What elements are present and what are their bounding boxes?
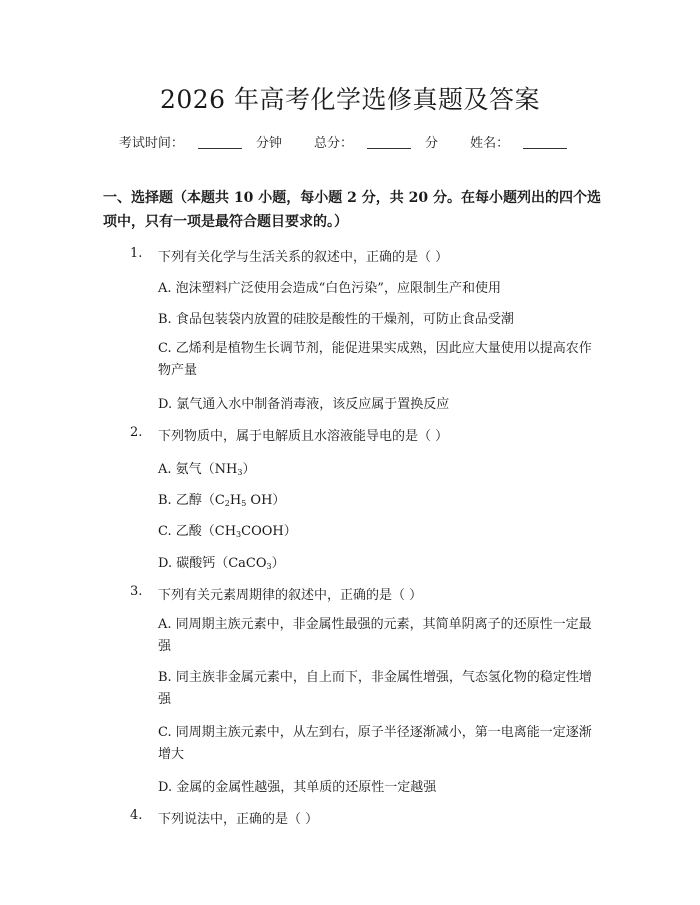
question-stem: 下列物质中，属于电解质且水溶液能导电的是（ ） <box>158 429 449 444</box>
option-c <box>103 722 595 766</box>
subscript: 3 <box>266 562 272 571</box>
question-stem: 下列说法中，正确的是（ ） <box>158 812 319 827</box>
exam-info-line <box>0 132 700 151</box>
option-b <box>103 667 595 711</box>
option-text: H <box>229 493 242 508</box>
total-score-label: 总分： <box>313 136 353 151</box>
option-text: C. 同周期主族元素中，从左到右，原子半径逐渐减小，第一电离能一定逐渐增大 <box>158 725 592 762</box>
section-heading: 一、选择题（本题共 10 小题，每小题 2 分，共 20 分。在每小题列出的四个选项中，只有一项是最符合题目要求的。） <box>103 190 601 230</box>
option-text: D. 碳酸钙（CaCO <box>158 556 267 571</box>
question-stem: 下列有关化学与生活关系的叙述中，正确的是（ ） <box>158 250 449 265</box>
option-text: B. 同主族非金属元素中，自上而下，非金属性增强，气态氢化物的稳定性增强 <box>158 670 592 707</box>
option-text: ） <box>271 556 285 571</box>
subscript: 5 <box>241 499 247 508</box>
exam-time-unit: 分钟 <box>255 136 282 151</box>
question-number: 4. <box>130 808 143 823</box>
option-text: A. 同周期主族元素中，非金属性最强的元素，其简单阴离子的还原性一定最强 <box>158 617 592 654</box>
subscript: 3 <box>237 468 243 477</box>
student-name-field <box>470 132 581 151</box>
exam-time-field <box>119 132 282 151</box>
student-name-blank[interactable] <box>523 136 567 149</box>
option-a <box>158 458 255 477</box>
option-d: D. 氯气通入水中制备消毒液，该反应属于置换反应 <box>158 397 450 412</box>
exam-time-blank[interactable] <box>198 136 242 149</box>
option-a: A. 泡沫塑料广泛使用会造成“白色污染”，应限制生产和使用 <box>158 281 501 296</box>
option-a <box>103 614 595 658</box>
question-number: 2. <box>130 425 143 440</box>
option-c <box>158 520 297 539</box>
option-b: B. 食品包装袋内放置的硅胶是酸性的干燥剂，可防止食品受潮 <box>158 312 514 327</box>
question-stem: 下列有关元素周期律的叙述中，正确的是（ ） <box>158 588 423 603</box>
subscript: 2 <box>224 499 230 508</box>
question-number: 1. <box>130 246 143 261</box>
option-d: D. 金属的金属性越强，其单质的还原性一定越强 <box>158 780 437 795</box>
exam-time-label: 考试时间： <box>118 136 184 151</box>
total-score-blank[interactable] <box>367 136 411 149</box>
total-score-unit: 分 <box>425 136 439 151</box>
option-text: A. 氨气（NH <box>158 462 238 477</box>
question-number: 3. <box>130 584 143 599</box>
option-text: ） <box>242 462 256 477</box>
option-c <box>103 338 595 382</box>
option-text: C. 乙酸（CH <box>158 524 237 539</box>
total-score-field <box>314 132 438 151</box>
option-text: C. 乙烯利是植物生长调节剂，能促进果实成熟，因此应大量使用以提高农作物产量 <box>158 341 592 378</box>
option-text: B. 乙醇（C <box>158 493 225 508</box>
page-title: 2026 年高考化学选修真题及答案 <box>159 85 541 114</box>
option-text: OH） <box>246 493 286 508</box>
student-name-label: 姓名： <box>470 136 510 151</box>
option-d <box>158 552 285 571</box>
option-b <box>158 489 285 508</box>
subscript: 3 <box>236 530 242 539</box>
option-text: COOH） <box>241 524 297 539</box>
